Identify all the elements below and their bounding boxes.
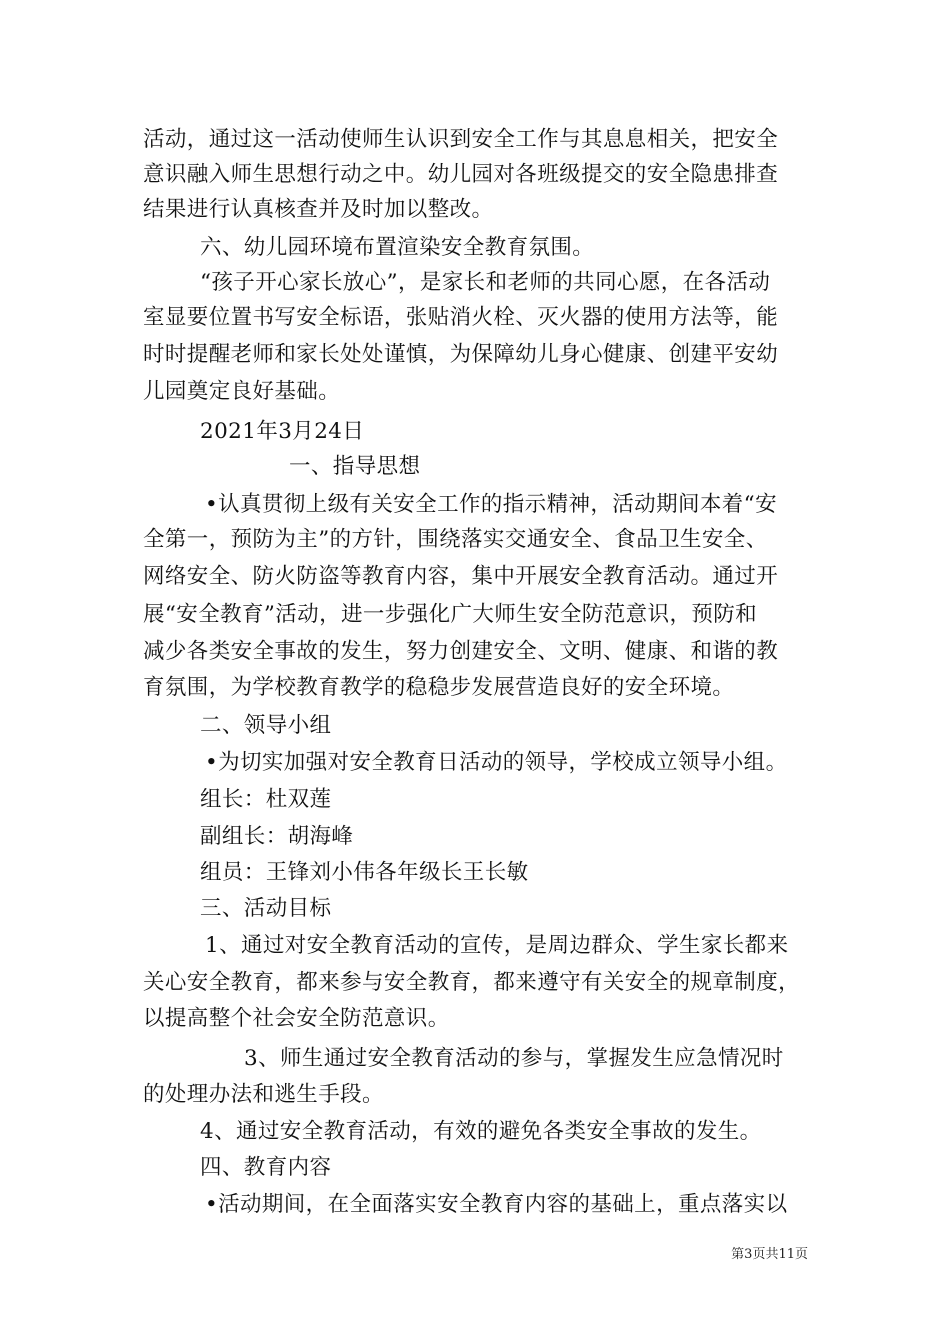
- paragraph-line: 时时提醒老师和家长处处谨慎，为保障幼儿身心健康、创建平安幼: [143, 342, 779, 367]
- member-line: 组长：杜双莲: [200, 787, 332, 812]
- paragraph-line: 活动，通过这一活动使师生认识到安全工作与其息息相关，把安全: [143, 127, 779, 152]
- paragraph-line: •活动期间，在全面落实安全教育内容的基础上，重点落实以: [205, 1192, 788, 1217]
- paragraph-line: 1、通过对安全教育活动的宣传，是周边群众、学生家长都来: [205, 933, 789, 958]
- paragraph-line: 4、通过安全教育活动，有效的避免各类安全事故的发生。: [200, 1119, 762, 1144]
- date-line: 2021年3月24日: [200, 419, 365, 444]
- paragraph-line: 网络安全、防火防盗等教育内容，集中开展安全教育活动。通过开: [143, 564, 779, 589]
- paragraph-line: 室显要位置书写安全标语，张贴消火栓、灭火器的使用方法等，能: [143, 305, 779, 330]
- paragraph-line: •为切实加强对安全教育日活动的领导，学校成立领导小组。: [205, 750, 788, 775]
- paragraph-line: 儿园奠定良好基础。: [143, 379, 341, 404]
- section-heading: 一、指导思想: [289, 454, 421, 479]
- paragraph-line: 以提高整个社会安全防范意识。: [143, 1006, 450, 1031]
- section-heading: 四、教育内容: [200, 1155, 332, 1180]
- section-heading: 二、领导小组: [200, 713, 332, 738]
- paragraph-line: 意识融入师生思想行动之中。幼儿园对各班级提交的安全隐患排查: [143, 162, 779, 187]
- paragraph-line: 的处理办法和逃生手段。: [143, 1082, 384, 1107]
- member-line: 副组长：胡海峰: [200, 824, 354, 849]
- paragraph-line: •认真贯彻上级有关安全工作的指示精神，活动期间本着“安: [205, 492, 777, 517]
- paragraph-line: 结果进行认真核查并及时加以整改。: [143, 197, 494, 222]
- page-number-footer: 第3页共11页: [731, 1247, 808, 1262]
- section-heading: 三、活动目标: [200, 896, 332, 921]
- paragraph-line: 减少各类安全事故的发生，努力创建安全、文明、健康、和谐的教: [143, 639, 779, 664]
- paragraph-line: 全第一，预防为主”的方针，围绕落实交通安全、食品卫生安全、: [143, 527, 768, 552]
- paragraph-line: 3、师生通过安全教育活动的参与，掌握发生应急情况时: [244, 1046, 784, 1071]
- section-heading: 六、幼儿园环境布置渲染安全教育氛围。: [200, 235, 595, 260]
- paragraph-line: 育氛围，为学校教育教学的稳稳步发展营造良好的安全环境。: [143, 675, 735, 700]
- paragraph-line: 展“安全教育”活动，进一步强化广大师生安全防范意识，预防和: [143, 602, 758, 627]
- paragraph-line: 关心安全教育，都来参与安全教育，都来遵守有关安全的规章制度，: [143, 970, 801, 995]
- member-line: 组员：王锋刘小伟各年级长王长敏: [200, 860, 529, 885]
- paragraph-line: “孩子开心家长放心”，是家长和老师的共同心愿，在各活动: [200, 270, 771, 295]
